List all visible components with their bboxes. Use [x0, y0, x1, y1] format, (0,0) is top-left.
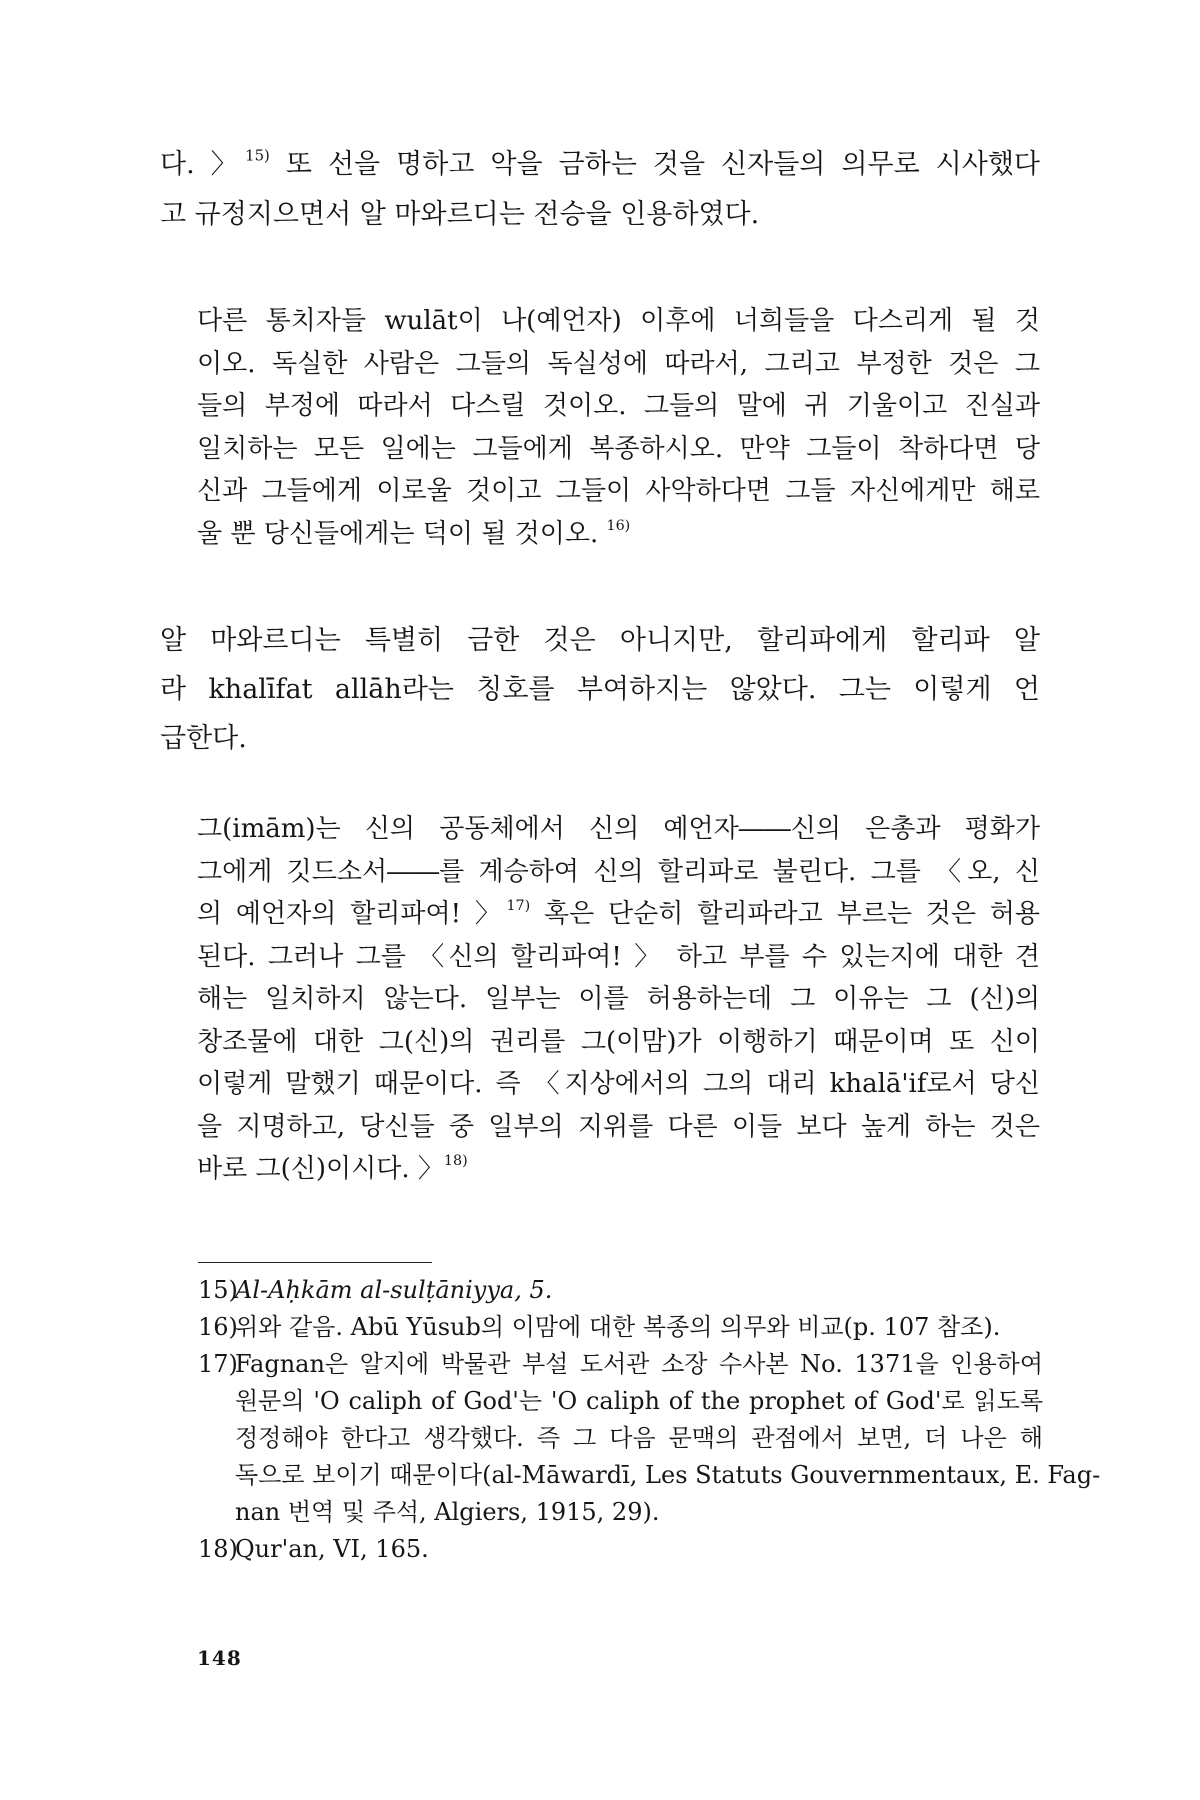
text-line: 알 마와르디는 특별히 금한 것은 아니지만, 할리파에게 할리파 알: [160, 625, 1040, 656]
footnote-ref-17: 17): [506, 897, 531, 914]
text-line: 을 지명하고, 당신들 중 일부의 지위를 다른 이들 보다 높게 하는 것은: [197, 1111, 1040, 1142]
text-line: 다. 〉$^{15)}$ 또 선을 명하고 악을 금하는 것을 신자들의 의무로 시사했다: [160, 146, 1041, 180]
text-line: 창조물에 대한 그(신)의 권리를 그(이맘)가 이행하기 때문이며 또 신이: [197, 1026, 1040, 1057]
text-line: 고 규정지으면서 알 마와르디는 전승을 인용하였다.: [160, 199, 760, 230]
footnote-line: nan 번역 및 주석, Algiers, 1915, 29).: [235, 1498, 660, 1526]
footnote-16: [198, 1309, 1043, 1346]
footnote-17: [198, 1346, 1101, 1531]
text-line: 라 khalīfat allāh라는 칭호를 부여하지는 않았다. 그는 이렇게 언: [160, 674, 1040, 705]
text-line: 바로 그(신)이시다. 〉$^{18)}$: [197, 1152, 468, 1184]
block-quote-1: [197, 300, 1040, 555]
body-paragraph-1: [160, 140, 1040, 240]
block-quote-2: [197, 808, 1040, 1191]
text-line: 신과 그들에게 이로울 것이고 그들이 사악하다면 그들 자신에게만 해로: [197, 476, 1040, 506]
footnote-line: Fagnan은 알지에 박물관 부설 도서관 소장 수사본 No. 1371을 인용하여: [235, 1350, 1043, 1378]
body-paragraph-2: [160, 616, 1040, 763]
footnote-ref-15: 15): [245, 146, 270, 165]
footnote-number: 15): [198, 1276, 238, 1304]
footnote-line: Qur'an, VI, 165.: [235, 1535, 429, 1563]
footnote-15: [198, 1272, 1043, 1309]
footnote-ref-16: 16): [606, 517, 631, 534]
footnote-18: [198, 1531, 1043, 1568]
footnote-line: Al-Aḥkām al-sulṭāniyya, 5.: [235, 1276, 553, 1304]
footnote-line: 위와 같음. Abū Yūsub의 이맘에 대한 복종의 의무와 비교(p. 107 참조).: [235, 1313, 1001, 1341]
footnote-line: 정정해야 한다고 생각했다. 즉 그 다음 문맥의 관점에서 보면, 더 나은 해: [235, 1424, 1043, 1452]
text-line: 된다. 그러나 그를 〈신의 할리파여! 〉 하고 부를 수 있는지에 대한 견: [197, 941, 1040, 972]
text-line: 의 예언자의 할리파여! 〉$^{17)}$ 혹은 단순히 할리파라고 부르는 것은 허용: [197, 897, 1040, 929]
text-line: 들의 부정에 따라서 다스릴 것이오. 그들의 말에 귀 기울이고 진실과: [197, 391, 1040, 421]
text-line: 해는 일치하지 않는다. 일부는 이를 허용하는데 그 이유는 그 (신)의: [197, 984, 1040, 1014]
text-line: 그에게 깃드소서――를 계승하여 신의 할리파로 불린다. 그를 〈오, 신: [197, 856, 1040, 887]
footnotes: [198, 1272, 1101, 1568]
text-line: 그(imām)는 신의 공동체에서 신의 예언자――신의 은총과 평화가: [197, 814, 1040, 844]
footnote-number: 18): [198, 1535, 238, 1563]
text-line: 울 뿐 당신들에게는 덕이 될 것이오. $^{16)}$: [197, 517, 631, 549]
footnote-divider: [198, 1262, 432, 1263]
footnote-line: 원문의 'O caliph of God'는 'O caliph of the prophet of God'로 읽도록: [235, 1387, 1043, 1415]
text-line: 이렇게 말했기 때문이다. 즉 〈지상에서의 그의 대리 khalā'if로서 당신: [197, 1069, 1040, 1099]
text-line: 일치하는 모든 일에는 그들에게 복종하시오. 만약 그들이 착하다면 당: [197, 433, 1040, 464]
text-line: 다른 통치자들 wulāt이 나(예언자) 이후에 너희들을 다스리게 될 것: [197, 306, 1040, 336]
footnote-ref-18: 18): [443, 1152, 468, 1169]
page-number: 148: [197, 1646, 242, 1670]
footnote-number: 17): [198, 1350, 238, 1378]
text-line: 급한다.: [160, 723, 247, 754]
text-line: 이오. 독실한 사람은 그들의 독실성에 따라서, 그리고 부정한 것은 그: [197, 348, 1040, 379]
footnote-line: 독으로 보이기 때문이다(al-Māwardī, Les Statuts Gouvernmentaux, E. Fag-: [235, 1461, 1101, 1489]
footnote-number: 16): [198, 1313, 238, 1341]
